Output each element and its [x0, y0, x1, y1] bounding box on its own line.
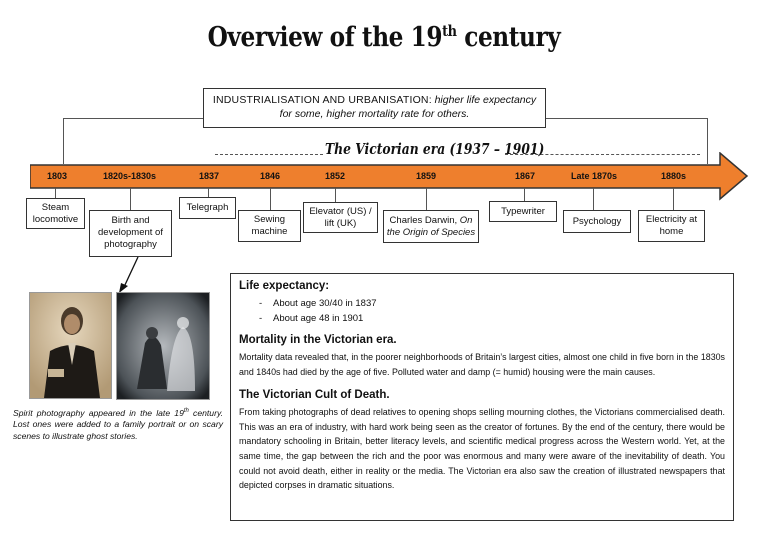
cult-of-death-heading: The Victorian Cult of Death.: [239, 389, 390, 402]
connector-left-horizontal: [63, 118, 203, 119]
page-title: Overview of the 19th century: [207, 22, 561, 53]
victorian-era-label: The Victorian era (1937 – 1901): [325, 140, 545, 158]
timeline-year-1867: 1867: [515, 171, 536, 181]
timeline-year-1859: 1859: [416, 171, 437, 181]
timeline-year-1852: 1852: [325, 171, 346, 181]
industrialisation-heading: INDUSTRIALISATION AND URBANISATION: [212, 94, 429, 106]
timeline-year-1880s: 1880s: [661, 171, 687, 181]
tick-1846: [270, 188, 271, 210]
tick-1803: [55, 188, 56, 198]
timeline-year-1837: 1837: [199, 171, 220, 181]
event-telegraph: Telegraph: [179, 197, 236, 219]
connector-right-horizontal: [546, 118, 708, 119]
tick-1820s: [130, 188, 131, 210]
life-expectancy-heading: Life expectancy:: [239, 280, 330, 292]
tick-1859: [426, 188, 427, 210]
tick-1880s: [673, 188, 674, 210]
photography-pointer-arrow: [115, 256, 143, 296]
tick-1870s: [593, 188, 594, 210]
cult-of-death-section: [239, 389, 725, 493]
timeline-year-1820s-1830s: 1820s-1830s: [103, 171, 157, 181]
info-panel: [230, 273, 734, 521]
tick-1852: [335, 188, 336, 202]
spirit-photo-ghost: [116, 292, 210, 400]
industrialisation-note-2: for some, higher mortality rate for others.: [279, 108, 470, 120]
event-psychology: Psychology: [563, 210, 631, 233]
mortality-heading: Mortality in the Victorian era.: [239, 334, 397, 346]
industrialisation-note-1: higher life expectancy: [434, 94, 537, 106]
timeline-year-late-1870s: Late 1870s: [571, 171, 618, 181]
event-steam-locomotive: Steam locomotive: [26, 198, 85, 229]
list-item: - About age 30/40 in 1837: [259, 298, 725, 309]
cult-of-death-text: From taking photographs of dead relatives to opening shops selling mourning clothes, the Victorians commercialised death. This was an era of industry, with hard work being seen as the creator of fortunes. By the end of the century, there would be mandatory schooling in Britain, better literacy levels, and scientific medical progress across the Western world. Yet, at the same time, the gap between the rich and the poor was enormous and many were aware of the inevitability of death. You could not avoid death, either in reality or the media. The Victorian era also saw the creation of illustrated newspapers that depicted corpses in dramatic situations.: [239, 407, 725, 491]
event-sewing-machine: Sewing machine: [238, 210, 301, 242]
tick-1837: [208, 188, 209, 197]
timeline-year-1803: 1803: [47, 171, 68, 181]
mortality-text: Mortality data revealed that, in the poorer neighborhoods of Britain’s largest cities, almost one child in five born in the 1830s and 1840s had died by the age of five. Polluted water and damp (= humid) housing were the main causes.: [239, 352, 725, 377]
timeline-year-1846: 1846: [260, 171, 281, 181]
event-darwin: Charles Darwin, On the Origin of Species: [383, 210, 479, 243]
spirit-photo-portrait: [29, 292, 112, 399]
event-elevator: Elevator (US) / lift (UK): [303, 202, 378, 233]
list-item: - About age 48 in 1901: [259, 313, 725, 324]
event-photography: Birth and development of photography: [89, 210, 172, 257]
tick-1867: [524, 188, 525, 201]
industrialisation-box: INDUSTRIALISATION AND URBANISATION: higher life expectancy for some, higher mortality rate for others.: [203, 88, 546, 128]
mortality-section: [239, 334, 725, 379]
spirit-photography-caption: Spirit photography appeared in the late 19th century. Lost ones were added to a family portrait or on scary scenes to illustrate ghost stories.: [13, 407, 223, 441]
event-electricity: Electricity at home: [638, 210, 705, 242]
life-expectancy-list: [239, 298, 725, 324]
event-typewriter: Typewriter: [489, 201, 557, 222]
